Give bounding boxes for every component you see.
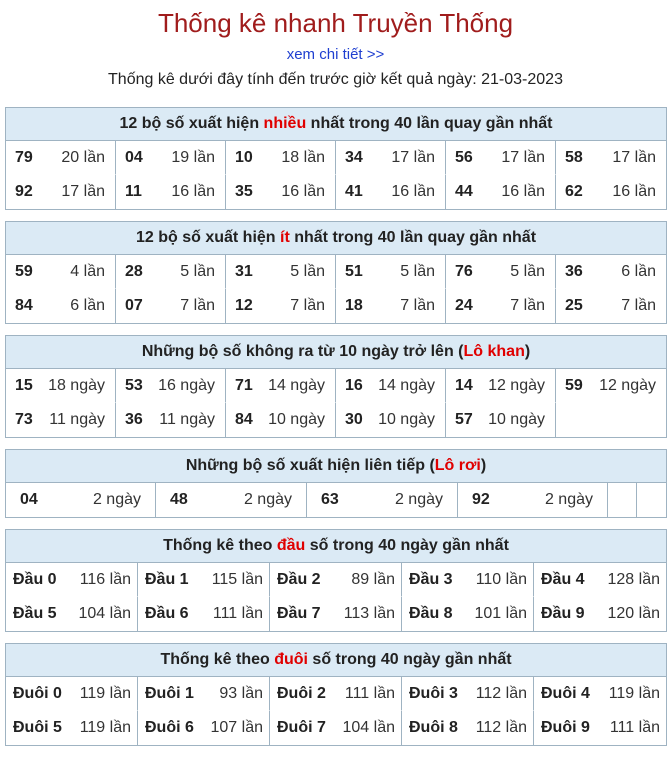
grid-cell — [116, 403, 226, 437]
lottery-number: 16 — [345, 376, 363, 394]
lottery-number: 36 — [565, 262, 583, 280]
grid-cell — [138, 677, 270, 711]
count-value: 10 ngày — [488, 411, 545, 428]
lo-khan-section — [5, 335, 667, 438]
lottery-number: 18 — [345, 297, 363, 314]
lottery-number: 73 — [15, 411, 33, 428]
stat-label: Đầu 7 — [277, 605, 321, 622]
lottery-number: 76 — [455, 262, 473, 280]
count-value: 5 lần — [510, 262, 545, 280]
count-value: 111 lần — [609, 719, 660, 736]
count-value: 120 lần — [607, 605, 660, 622]
count-value: 115 lần — [211, 570, 263, 588]
grid-cell — [270, 563, 402, 597]
stat-label: Đầu 4 — [541, 570, 585, 588]
grid-cell — [534, 711, 666, 745]
lottery-number: 79 — [15, 148, 33, 166]
grid-cell — [226, 141, 336, 175]
grid-cell — [556, 369, 666, 403]
count-value: 119 lần — [79, 684, 131, 702]
lottery-number: 92 — [472, 491, 490, 508]
section-heading: Những bộ số không ra từ 10 ngày trở lên (Lô khan) — [6, 336, 666, 369]
grid-cell — [534, 597, 666, 631]
grid-cell — [556, 255, 666, 289]
most-frequent-section — [5, 107, 667, 210]
stat-label: Đầu 1 — [145, 570, 189, 588]
grid-cell — [534, 563, 666, 597]
lottery-number: 92 — [15, 183, 33, 200]
count-value: 17 lần — [612, 148, 656, 166]
stat-label: Đầu 8 — [409, 605, 453, 622]
grid-cell — [446, 175, 556, 209]
duoi-stats-section — [5, 643, 667, 746]
grid-cell — [336, 369, 446, 403]
grid-cell — [156, 483, 307, 517]
lottery-number: 31 — [235, 262, 253, 280]
grid-cell — [336, 175, 446, 209]
stats-grid — [6, 563, 666, 631]
grid-cell — [270, 677, 402, 711]
grid-cell — [138, 563, 270, 597]
stat-label: Đuôi 6 — [145, 719, 194, 736]
grid-cell — [534, 677, 666, 711]
stat-label: Đầu 9 — [541, 605, 585, 622]
lottery-number: 57 — [455, 411, 473, 428]
grid-cell — [336, 141, 446, 175]
count-value: 7 lần — [400, 297, 435, 314]
grid-cell — [637, 483, 666, 517]
lottery-number: 59 — [565, 376, 583, 394]
count-value: 10 ngày — [378, 411, 435, 428]
count-value: 16 lần — [391, 183, 435, 200]
grid-cell — [402, 677, 534, 711]
details-link[interactable]: xem chi tiết >> — [286, 46, 385, 63]
count-value: 104 lần — [78, 605, 131, 622]
grid-cell — [402, 563, 534, 597]
grid-cell — [226, 403, 336, 437]
page-title: Thống kê nhanh Truyền Thống — [157, 8, 514, 38]
page-subtitle: Thống kê dưới đây tính đến trước giờ kết quả ngày: 21-03-2023 — [108, 71, 563, 88]
grid-cell — [270, 711, 402, 745]
count-value: 11 ngày — [159, 411, 215, 428]
grid-cell — [446, 289, 556, 323]
count-value: 6 lần — [621, 262, 656, 280]
grid-cell — [6, 483, 156, 517]
stat-label: Đầu 5 — [13, 605, 57, 622]
count-value: 128 lần — [607, 570, 660, 588]
stat-label: Đầu 0 — [13, 570, 57, 588]
count-value: 7 lần — [621, 297, 656, 314]
lottery-number: 44 — [455, 183, 473, 200]
lottery-number: 59 — [15, 262, 33, 280]
stat-label: Đuôi 4 — [541, 684, 590, 702]
least-frequent-section — [5, 221, 667, 324]
number-grid — [6, 255, 666, 323]
grid-cell — [336, 403, 446, 437]
section-heading: 12 bộ số xuất hiện nhiều nhất trong 40 lần quay gần nhất — [6, 108, 666, 141]
count-value: 16 ngày — [158, 376, 215, 394]
count-value: 16 lần — [612, 183, 656, 200]
lo-roi-section — [5, 449, 667, 518]
stat-label: Đuôi 0 — [13, 684, 62, 702]
count-value: 20 lần — [61, 148, 105, 166]
count-value: 93 lần — [219, 684, 263, 702]
grid-cell — [116, 369, 226, 403]
count-value: 112 lần — [475, 684, 527, 702]
grid-cell — [336, 289, 446, 323]
count-value: 14 ngày — [378, 376, 435, 394]
count-value: 112 lần — [475, 719, 527, 736]
lottery-number: 41 — [345, 183, 363, 200]
stat-label: Đầu 3 — [409, 570, 453, 588]
count-value: 5 lần — [290, 262, 325, 280]
stat-label: Đuôi 3 — [409, 684, 458, 702]
lottery-number: 35 — [235, 183, 253, 200]
count-value: 104 lần — [342, 719, 395, 736]
grid-cell — [116, 289, 226, 323]
count-value: 16 lần — [281, 183, 325, 200]
count-value: 19 lần — [171, 148, 215, 166]
count-value: 111 lần — [212, 605, 263, 622]
count-value: 2 ngày — [92, 491, 141, 508]
count-value: 113 lần — [343, 605, 395, 622]
grid-cell — [6, 597, 138, 631]
lottery-number: 62 — [565, 183, 583, 200]
grid-cell — [402, 711, 534, 745]
grid-cell — [307, 483, 458, 517]
number-grid — [6, 483, 666, 517]
count-value: 17 lần — [391, 148, 435, 166]
grid-cell — [336, 255, 446, 289]
stats-grid — [6, 677, 666, 745]
section-heading: Thống kê theo đầu số trong 40 ngày gần nhất — [6, 530, 666, 563]
count-value: 110 lần — [475, 570, 527, 588]
grid-cell — [138, 711, 270, 745]
grid-cell — [608, 483, 637, 517]
number-grid — [6, 141, 666, 209]
count-value: 2 ngày — [243, 491, 292, 508]
count-value: 6 lần — [70, 297, 105, 314]
count-value: 2 ngày — [544, 491, 593, 508]
count-value: 17 lần — [501, 148, 545, 166]
lottery-number: 34 — [345, 148, 363, 166]
count-value: 2 ngày — [394, 491, 443, 508]
lottery-number: 58 — [565, 148, 583, 166]
lottery-number: 51 — [345, 262, 363, 280]
lottery-number: 36 — [125, 411, 143, 428]
lottery-number: 25 — [565, 297, 583, 314]
lottery-number: 30 — [345, 411, 363, 428]
count-value: 89 lần — [351, 570, 395, 588]
grid-cell — [116, 175, 226, 209]
lottery-number: 84 — [235, 411, 253, 428]
grid-cell — [226, 289, 336, 323]
count-value: 10 ngày — [268, 411, 325, 428]
count-value: 116 lần — [79, 570, 131, 588]
number-grid — [6, 369, 666, 437]
grid-cell — [458, 483, 608, 517]
count-value: 18 lần — [281, 148, 325, 166]
stat-label: Đuôi 5 — [13, 719, 62, 736]
lottery-number: 10 — [235, 148, 253, 166]
stat-label: Đuôi 2 — [277, 684, 326, 702]
count-value: 17 lần — [61, 183, 105, 200]
count-value: 5 lần — [400, 262, 435, 280]
lottery-number: 71 — [235, 376, 253, 394]
count-value: 16 lần — [171, 183, 215, 200]
section-heading: Thống kê theo đuôi số trong 40 ngày gần nhất — [6, 644, 666, 677]
lottery-number: 53 — [125, 376, 143, 394]
lottery-number: 04 — [125, 148, 143, 166]
section-heading: Những bộ số xuất hiện liên tiếp (Lô rơi) — [6, 450, 666, 483]
grid-cell — [446, 255, 556, 289]
count-value: 101 lần — [474, 605, 527, 622]
grid-cell — [446, 403, 556, 437]
grid-cell — [6, 289, 116, 323]
count-value: 7 lần — [290, 297, 325, 314]
stat-label: Đầu 2 — [277, 570, 321, 588]
count-value: 12 ngày — [599, 376, 656, 394]
lottery-number: 04 — [20, 491, 38, 508]
count-value: 111 lần — [344, 684, 395, 702]
grid-cell — [556, 141, 666, 175]
lottery-number: 63 — [321, 491, 339, 508]
count-value: 7 lần — [180, 297, 215, 314]
count-value: 119 lần — [608, 684, 660, 702]
grid-cell — [446, 141, 556, 175]
grid-cell — [6, 711, 138, 745]
count-value: 119 lần — [79, 719, 131, 736]
grid-cell — [6, 403, 116, 437]
grid-cell — [226, 369, 336, 403]
lottery-number: 84 — [15, 297, 33, 314]
lottery-number: 28 — [125, 262, 143, 280]
count-value: 5 lần — [180, 262, 215, 280]
count-value: 12 ngày — [488, 376, 545, 394]
lottery-number: 56 — [455, 148, 473, 166]
grid-cell — [556, 403, 666, 437]
grid-cell — [6, 563, 138, 597]
stat-label: Đuôi 8 — [409, 719, 458, 736]
stat-label: Đuôi 9 — [541, 719, 590, 736]
grid-cell — [138, 597, 270, 631]
grid-cell — [270, 597, 402, 631]
stat-label: Đuôi 1 — [145, 684, 194, 702]
grid-cell — [116, 255, 226, 289]
lottery-number: 24 — [455, 297, 473, 314]
grid-cell — [6, 255, 116, 289]
lottery-number: 14 — [455, 376, 473, 394]
stat-label: Đuôi 7 — [277, 719, 326, 736]
grid-cell — [556, 175, 666, 209]
grid-cell — [446, 369, 556, 403]
grid-cell — [6, 369, 116, 403]
count-value: 107 lần — [210, 719, 263, 736]
grid-cell — [6, 175, 116, 209]
grid-cell — [6, 677, 138, 711]
stat-label: Đầu 6 — [145, 605, 189, 622]
lottery-number: 12 — [235, 297, 253, 314]
grid-cell — [116, 141, 226, 175]
count-value: 4 lần — [70, 262, 105, 280]
dau-stats-section — [5, 529, 667, 632]
lottery-number: 07 — [125, 297, 143, 314]
lottery-number: 15 — [15, 376, 33, 394]
count-value: 11 ngày — [49, 411, 105, 428]
grid-cell — [6, 141, 116, 175]
grid-cell — [226, 175, 336, 209]
section-heading: 12 bộ số xuất hiện ít nhất trong 40 lần quay gần nhất — [6, 222, 666, 255]
count-value: 18 ngày — [48, 376, 105, 394]
count-value: 14 ngày — [268, 376, 325, 394]
grid-cell — [556, 289, 666, 323]
count-value: 7 lần — [510, 297, 545, 314]
lottery-number: 11 — [125, 183, 142, 200]
count-value: 16 lần — [501, 183, 545, 200]
lottery-number: 48 — [170, 491, 188, 508]
grid-cell — [402, 597, 534, 631]
grid-cell — [226, 255, 336, 289]
